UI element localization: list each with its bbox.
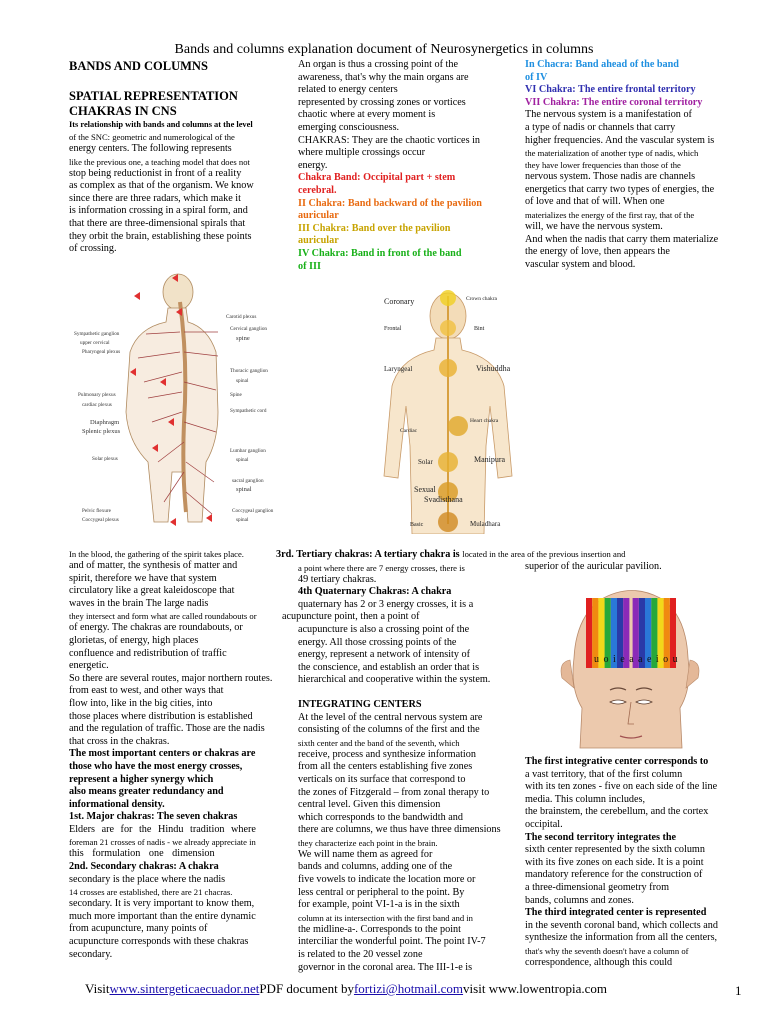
label-pelvic: Pelvic flexure xyxy=(82,508,111,514)
lower-column-3 xyxy=(525,756,747,970)
text-line: five vowels to indicate the location more or xyxy=(298,874,476,886)
text-line: sixth center and the band of the seventh, which xyxy=(298,737,460,748)
text-line: they have lower frequencies than those of the xyxy=(525,160,681,171)
text-line: higher frequencies. And the vascular system is xyxy=(525,134,715,146)
chakra-body-figure xyxy=(370,286,530,534)
text-line: correspondence, although this could xyxy=(525,956,673,968)
text-line: a type of nadis or channels that carry xyxy=(525,121,676,133)
text-line: verticals on its surface that correspond to xyxy=(298,773,466,785)
heading-spatial: SPATIAL REPRESENTATION xyxy=(69,89,238,103)
label-frontal: Frontal xyxy=(384,326,402,332)
text-line: and the regulation of traffic. Those are the nadis xyxy=(69,723,265,735)
text-line: secondary. It is very important to know them, xyxy=(69,898,255,910)
label-spinal: spinal xyxy=(236,378,249,384)
text-line-bold: informational density. xyxy=(69,798,165,810)
footer xyxy=(85,981,607,997)
text-line: of crossing. xyxy=(69,243,117,255)
text-line: We will name them as agreed for xyxy=(298,848,433,860)
label-muladhara: Muladhara xyxy=(470,520,501,528)
link-email[interactable]: fortizi@hotmail.com xyxy=(353,981,464,996)
text-line: energy. All those crossing points of the xyxy=(298,636,457,648)
chakra-3-line: III Chakra: Band over the pavilion xyxy=(298,222,451,234)
label-cardiac-plexus: cardiac plexus xyxy=(82,402,112,408)
text-line: flow into, like in the big cities, into xyxy=(69,697,213,709)
text-line: the materialization of another type of nadis, which xyxy=(525,148,699,159)
vowel-letters-right: a e i o u xyxy=(638,654,679,665)
text-line: energy. xyxy=(298,159,328,171)
text-line: since there are three radars, which make it xyxy=(69,192,241,204)
footer-visit-lowentropia: visit www.lowentropia.com xyxy=(463,981,607,996)
text-line: occipital. xyxy=(525,818,563,830)
text-line: with its ten zones - five on each side of the line xyxy=(525,781,718,793)
text-line: confluence and redistribution of traffic xyxy=(69,647,227,659)
text-line: sixth center represented by the sixth column xyxy=(525,844,705,856)
label-solar: Solar xyxy=(418,458,433,466)
text-line: energetics that carry two types of energies, the xyxy=(525,183,715,195)
text-line: waves in the brain The large nadis xyxy=(69,597,209,609)
text-line: of love and that of will. When one xyxy=(525,196,665,208)
label-laryngeal: Laryngeal xyxy=(384,365,413,373)
column-2-chakras xyxy=(298,59,524,273)
chakra-7-line: VII Chakra: The entire coronal territory xyxy=(525,96,703,108)
text-line: secondary is the place where the nadis xyxy=(69,873,226,885)
text-line: that cross in the chakras. xyxy=(69,735,170,747)
text-line: interciliar the wonderful point. The point IV-7 xyxy=(298,936,486,948)
text-line: awareness, that's why the main organs are xyxy=(298,71,469,83)
footer-visit: Visit xyxy=(85,981,110,996)
label-lumbar: Lumbar ganglion xyxy=(230,448,266,454)
text-line-bold: 1st. Major chakras: The seven chakras xyxy=(69,811,238,823)
text-line: the conscience, and establish an order that is xyxy=(298,661,480,673)
column-1-intro xyxy=(69,59,284,256)
text-line-bold: represent a higher synergy which xyxy=(69,773,214,785)
head-columns-figure xyxy=(540,578,720,750)
text-line: glorietas, of energy, high places xyxy=(69,634,199,646)
text-line-bold: The second territory integrates the xyxy=(525,831,677,843)
text-line: And when the nadis that carry them materialize xyxy=(525,233,719,245)
text-line: acupuncture is also a crossing point of the xyxy=(298,623,470,635)
text-line: consisting of the columns of the first and the xyxy=(298,724,480,736)
text-line-bold: The first integrative center corresponds to xyxy=(525,756,709,767)
text-line: that there are three-dimensional spirals that xyxy=(69,217,246,229)
label-spine: spine xyxy=(236,335,250,342)
text-line: of energy. The chakras are roundabouts, or xyxy=(69,622,243,634)
text-line: is related to the 20 vessel zone xyxy=(298,949,423,961)
text-line: which corresponds to the bandwidth and xyxy=(298,811,463,823)
text-line: energetic. xyxy=(69,660,109,672)
label-spine-2: Spine xyxy=(230,392,242,398)
label-crown: Crown chakra xyxy=(466,296,498,302)
label-upper-cervical: upper cervical xyxy=(80,340,110,346)
label-splenic: Splenic plexus xyxy=(82,428,121,435)
text-line: for example, point VI-1-a is in the sixth xyxy=(298,899,460,911)
text-line: media. This column includes, xyxy=(525,793,646,805)
text-line: the energy of love, then appears the xyxy=(525,246,670,258)
label-sexual: Sexual xyxy=(414,485,436,494)
text-line: from acupuncture, many points of xyxy=(69,923,208,935)
label-vishuddha: Vishuddha xyxy=(476,364,511,373)
label-heart-chakra: Heart chakra xyxy=(470,418,499,424)
text-line-bold: The third integrated center is represented xyxy=(525,907,707,919)
tertiary-heading: 3rd. Tertiary chakras: A tertiary chakra is xyxy=(276,549,460,560)
label-coronary: Coronary xyxy=(384,297,415,306)
text-line: less central or peripheral to the point. By xyxy=(298,886,465,898)
lower-column-3-top xyxy=(525,561,745,574)
text-line: energy, represent a network of intensity of xyxy=(298,649,470,661)
label-solar-plexus: Solar plexus xyxy=(92,456,118,462)
color-column-stripe xyxy=(586,598,592,668)
text-line: from east to west, and other ways that xyxy=(69,685,224,697)
text-line-bold: also means greater redundancy and xyxy=(69,786,224,798)
text-line: is information crossing in a spiral form, and xyxy=(69,205,248,217)
text-line: that's why the seventh doesn't have a column of xyxy=(525,945,689,956)
text-line: of the SNC: geometric and numerological of the xyxy=(69,132,235,142)
chakra-4-line: IV Chakra: Band in front of the band xyxy=(298,247,462,259)
text-line: like the previous one, a teaching model that does not xyxy=(69,156,250,167)
page-number: 1 xyxy=(735,983,742,998)
text-line-bold: 2nd. Secondary chakras: A chakra xyxy=(69,861,219,873)
chakra-4-line: of III xyxy=(298,260,321,272)
vowel-letters-left: u o i e a xyxy=(594,654,635,665)
chakra-3-line: auricular xyxy=(298,235,339,247)
text-line: secondary. xyxy=(69,948,113,960)
label-basic: Basic xyxy=(410,522,424,528)
text-line: circulatory like a great kaleidoscope that xyxy=(69,585,235,597)
text-line: the midline-a-. Corresponds to the point xyxy=(298,923,461,935)
label-diaphragm: Diaphragm xyxy=(90,419,120,426)
text-line: Its relationship with bands and columns at the level xyxy=(69,120,253,129)
label-carotid: Carotid plexus xyxy=(226,314,257,320)
text-line: represented by crossing zones or vortices xyxy=(298,96,466,108)
text-line: nervous system. Those nadis are channels xyxy=(525,171,696,183)
footer-pdf: PDF document by xyxy=(259,981,354,996)
text-line: acupuncture point, then a point of xyxy=(282,611,420,623)
text-line: chaotic where at every moment is xyxy=(298,109,436,121)
text-line: bands, columns and zones. xyxy=(525,894,634,906)
heading-chakras-cns: CHAKRAS IN CNS xyxy=(69,104,177,118)
heading-bands-columns: BANDS AND COLUMNS xyxy=(69,59,208,73)
chakra-6-line: VI Chakra: The entire frontal territory xyxy=(525,84,696,96)
text-line: quaternary has 2 or 3 energy crosses, it is a xyxy=(298,598,474,610)
text-line: hierarchical and cooperative within the system. xyxy=(298,674,491,686)
text-line: spirit, therefore we have that system xyxy=(69,572,217,584)
text-line: the zones of Fitzgerald – from zonal therapy to xyxy=(298,786,490,798)
text-line: mandatory reference for the construction of xyxy=(525,869,703,881)
chakra-2-line: II Chakra: Band backward of the pavilion xyxy=(298,197,482,209)
label-thoracic: Thoracic ganglion xyxy=(230,368,268,374)
label-svadisthana: Svadisthana xyxy=(424,495,463,504)
text-line: The nervous system is a manifestation of xyxy=(525,109,692,121)
text-line: with its five zones on each side. It is a point xyxy=(525,856,704,868)
text-line-bold: those who have the most energy crosses, xyxy=(69,760,243,772)
text-line: where multiple crossings occur xyxy=(298,147,426,159)
chakra-5-line: of IV xyxy=(525,71,548,83)
text-line: acupuncture corresponds with these chakras xyxy=(69,936,249,948)
label-manipura: Manipura xyxy=(474,455,506,464)
nervous-system-figure xyxy=(68,272,286,534)
text-line: central level. Given this dimension xyxy=(298,799,441,811)
text-line: An organ is thus a crossing point of the xyxy=(298,59,458,70)
label-cervical: Cervical ganglion xyxy=(230,326,268,332)
label-sympathetic: Sympathetic ganglion xyxy=(74,331,120,337)
label-pharyngeal: Pharyngeal plexus xyxy=(82,349,121,355)
text-line: CHAKRAS: They are the chaotic vortices in xyxy=(298,134,481,146)
text-line: bands and columns, adding one of the xyxy=(298,861,453,873)
text-line: column at its intersection with the first band and in xyxy=(298,912,473,923)
text-line: in the seventh coronal band, which collects and xyxy=(525,919,718,931)
text-line: Elders are for the Hindu tradition where xyxy=(69,823,256,835)
text-line-bold: The most important centers or chakras are xyxy=(69,748,256,760)
text-line: and of matter, the synthesis of matter and xyxy=(69,560,238,571)
text-line: emerging consciousness. xyxy=(298,121,400,133)
tertiary-text: located in the area of the previous insertion and xyxy=(462,549,626,559)
text-line: energy centers. The following represents xyxy=(69,143,232,154)
chakra-1-line: Chakra Band: Occipital part + stem xyxy=(298,172,456,184)
label-coccygeal-plexus: Coccygeal plexus xyxy=(82,517,119,523)
label-sympathetic-cord: Sympathetic cord xyxy=(230,408,267,414)
text-line: governor in the coronal area. The III-1-e is xyxy=(298,961,473,973)
page-title: Bands and columns explanation document of Neurosynergetics in columns xyxy=(174,42,594,57)
text-line: the brainstem, the cerebellum, and the cortex xyxy=(525,806,709,818)
text-line: synthesize the information from all the centers, xyxy=(525,932,718,944)
label-cardiac: Cardiac xyxy=(400,428,418,434)
text-line: superior of the auricular pavilion. xyxy=(525,561,662,572)
label-pulmonary: Pulmonary plexus xyxy=(78,392,116,398)
text-line: those places where distribution is established xyxy=(69,710,253,722)
text-line: vascular system and blood. xyxy=(525,258,636,270)
label-spinal-4: spinal xyxy=(236,517,249,523)
text-line: a vast territory, that of the first column xyxy=(525,768,683,780)
label-coccygeal: Coccygeal ganglion xyxy=(232,508,274,514)
text-line: from all the centers establishing five zones xyxy=(298,761,473,773)
chakra-1-line: cerebral. xyxy=(298,184,337,196)
label-sacral: sacral ganglion xyxy=(232,478,264,484)
text-line: they orbit the brain, establishing these points xyxy=(69,230,252,242)
text-line: they intersect and form what are called roundabouts or xyxy=(69,611,257,622)
text-line: will, we have the nervous system. xyxy=(525,220,663,232)
text-line: a point where there are 7 energy crosses, there is xyxy=(298,562,465,573)
quaternary-heading: 4th Quaternary Chakras: A chakra xyxy=(298,586,452,598)
text-line: At the level of the central nervous system are xyxy=(298,711,483,723)
label-bint: Bint xyxy=(474,326,485,332)
text-line: they characterize each point in the brain. xyxy=(298,837,438,848)
tertiary-line xyxy=(276,548,626,562)
text-line: In the blood, the gathering of the spirit takes place. xyxy=(69,549,244,559)
label-spinal-3: spinal xyxy=(236,486,252,493)
chakra-2-line: auricular xyxy=(298,210,339,222)
text-line: foreman 21 crosses of nadis - we already appreciate in xyxy=(69,837,256,848)
text-line: stop being reductionist in front of a reality xyxy=(69,167,242,179)
text-line: related to energy centers xyxy=(298,84,398,96)
text-line: receive, process and synthesize information xyxy=(298,748,476,760)
link-sintergetica[interactable]: www.sintergeticaecuador.net xyxy=(109,981,260,996)
text-line: this formulation one dimension xyxy=(69,848,215,860)
text-line: a three-dimensional geometry from xyxy=(525,881,669,893)
text-line: much more important than the entire dynamic xyxy=(69,910,256,922)
text-line: materializes the energy of the first ray, that of the xyxy=(525,209,695,220)
column-3-chakras xyxy=(525,59,745,271)
chakra-5-line: In Chacra: Band ahead of the band xyxy=(525,59,679,70)
text-line: 14 crosses are established, there are 21 chacras. xyxy=(69,887,233,898)
text-line: 49 tertiary chakras. xyxy=(298,573,377,585)
text-line: there are columns, we thus have three dimensions xyxy=(298,824,501,836)
integrating-centers-heading: INTEGRATING CENTERS xyxy=(298,698,422,710)
label-spinal-2: spinal xyxy=(236,457,249,463)
text-line: So there are several routes, major northern routes. xyxy=(69,672,273,684)
lower-column-1 xyxy=(69,548,295,961)
text-line: as complex as that of the organism. We know xyxy=(69,180,254,192)
